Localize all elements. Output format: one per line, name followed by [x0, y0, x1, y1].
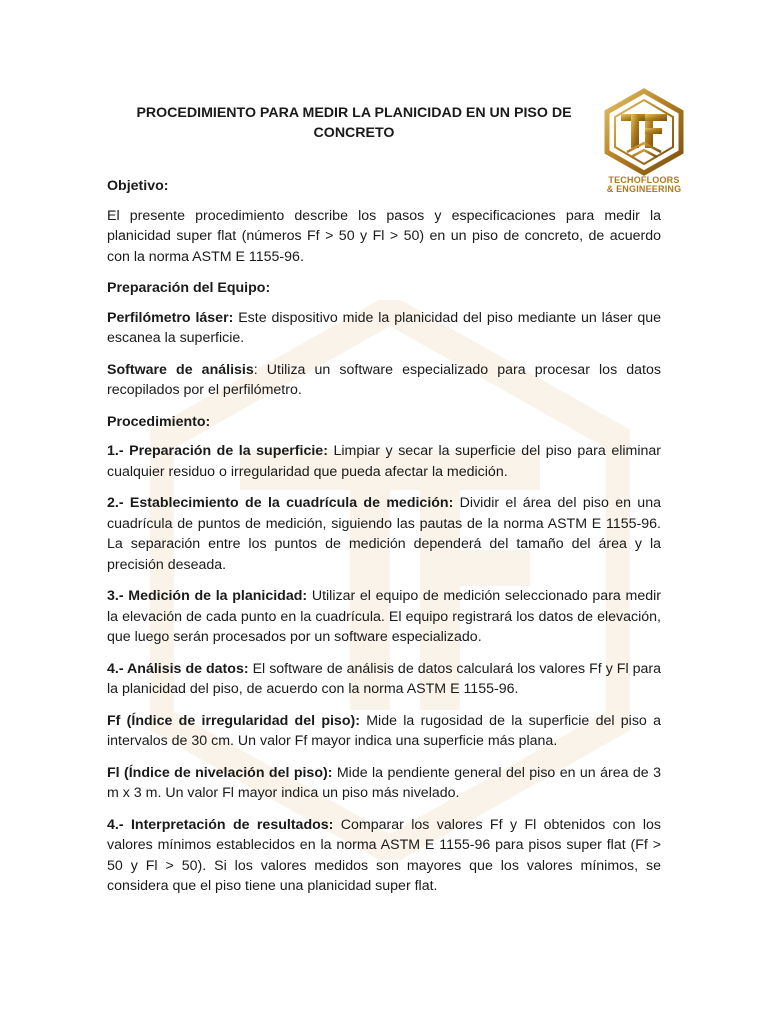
document-body — [107, 176, 661, 908]
step4-text: El software de análisis de datos calculará los valores Ff y Fl para la planicidad del piso, de acuerdo con la norma ASTM E 1155-96. — [107, 660, 662, 697]
step3-text: Utilizar el equipo de medición seleccionado para medir la elevación de cada punto en la cuadrícula. El equipo registrará los datos de elevación, que luego serán procesados por un software especializado. — [107, 588, 661, 645]
step5-paragraph — [107, 815, 661, 897]
software-text: : Utiliza un software especializado para procesar los datos recopilados por el perfilómetro. — [107, 361, 661, 398]
objetivo-heading: Objetivo: — [107, 178, 169, 194]
step4-label: 4.- Análisis de datos: — [107, 660, 249, 677]
ff-text: Mide la rugosidad de la superficie del piso a intervalos de 30 cm. Un valor Ff mayor indica una superficie más plana. — [107, 712, 661, 749]
ff-paragraph — [107, 711, 661, 752]
perfilometro-label: Perfilómetro láser: — [107, 309, 234, 326]
fl-text: Mide la pendiente general del piso en un área de 3 m x 3 m. Un valor Fl mayor indica un piso más nivelado. — [107, 764, 661, 801]
step2-paragraph — [107, 493, 661, 575]
step3-paragraph — [107, 586, 661, 648]
tf-logo-icon — [603, 88, 685, 176]
perfilometro-paragraph — [107, 308, 661, 349]
logo-text-line1: TECHOFLOORS — [608, 175, 680, 185]
equipo-heading: Preparación del Equipo: — [107, 280, 271, 296]
fl-paragraph — [107, 763, 661, 804]
logo-text-line2: & ENGINEERING — [606, 184, 682, 194]
step1-label: 1.- Preparación de la superficie: — [107, 443, 328, 459]
software-paragraph — [107, 360, 661, 401]
step3-label: 3.- Medición de la planicidad: — [107, 588, 308, 604]
fl-label: Fl (Índice de nivelación del piso): — [107, 764, 333, 781]
step2-text: Dividir el área del piso en una cuadrícula de puntos de medición, siguiendo las pautas de la norma ASTM E 1155-96. La separación entre los puntos de medición dependerá del tamaño del área y la precisión deseada. — [107, 495, 661, 573]
document-title: PROCEDIMIENTO PARA MEDIR LA PLANICIDAD EN UN PISO DE CONCRETO — [136, 104, 572, 141]
step2-label: 2.- Establecimiento de la cuadrícula de medición: — [107, 495, 454, 511]
objetivo-paragraph: El presente procedimiento describe los pasos y especificaciones para medir la planicidad super flat (números Ff > 50 y Fl > 50) en un piso de concreto, de acuerdo con la norma ASTM E 1155-96. — [107, 207, 661, 265]
step1-text: Limpiar y secar la superficie del piso para eliminar cualquier residuo o irregularidad que pueda afectar la medición. — [107, 443, 661, 480]
step5-label: 4.- Interpretación de resultados: — [107, 816, 334, 833]
step1-paragraph — [107, 441, 661, 482]
perfilometro-text: Este dispositivo mide la planicidad del piso mediante un láser que escanea la superficie. — [107, 309, 661, 346]
ff-label: Ff (Índice de irregularidad del piso): — [107, 712, 360, 729]
step5-text: Comparar los valores Ff y Fl obtenidos con los valores mínimos establecidos en la norma ASTM E 1155-96 para pisos super flat (Ff > 50 y Fl > 50). Si los valores medidos son mayores que los valores mínimos, se considera que el piso tiene una planicidad super flat. — [107, 816, 661, 894]
step4-paragraph — [107, 659, 661, 700]
software-label: Software de análisis — [107, 361, 254, 378]
procedimiento-heading: Procedimiento: — [107, 413, 211, 430]
